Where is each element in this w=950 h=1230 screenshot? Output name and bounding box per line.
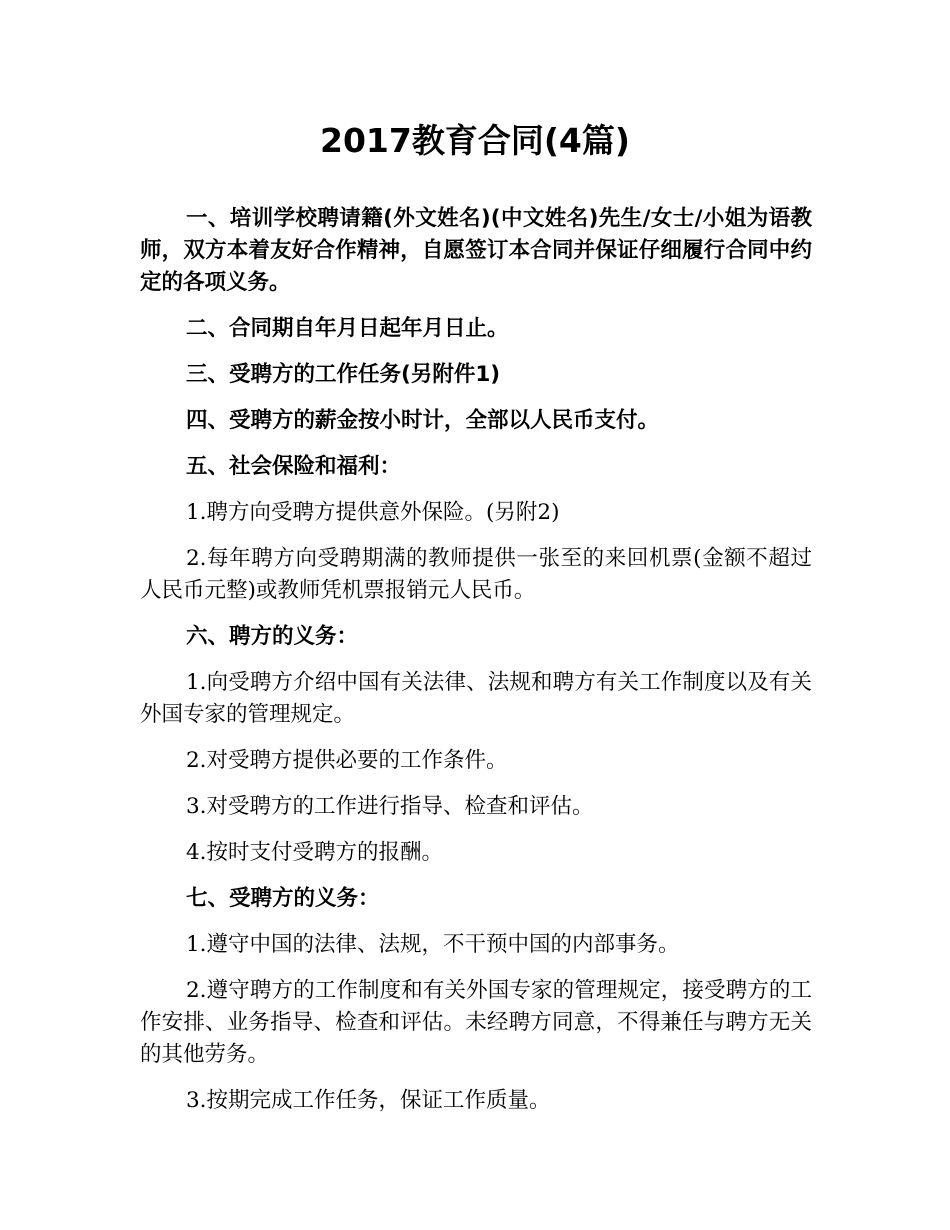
clause-6-item-3: 3.对受聘方的工作进行指导、检查和评估。 (186, 794, 594, 819)
document-title: 2017教育合同(4篇) (320, 121, 630, 160)
clause-7-heading: 七、受聘方的义务： (186, 886, 380, 911)
clause-6-item-4: 4.按时支付受聘方的报酬。 (186, 840, 444, 865)
clause-5-item-2: 2.每年聘方向受聘期满的教师提供一张至的来回机票(金额不超过人民币元整)或教师凭机票报销元人民币。 (140, 546, 812, 603)
clause-1: 一、培训学校聘请籍(外文姓名)(中文姓名)先生/女士/小姐为语教师，双方本着友好合作精神，自愿签订本合同并保证仔细履行合同中约定的各项义务。 (140, 206, 812, 295)
clause-7-item-3: 3.按期完成工作任务，保证工作质量。 (186, 1088, 551, 1113)
document-body (140, 203, 812, 1131)
clause-6-item-1: 1.向受聘方介绍中国有关法律、法规和聘方有关工作制度以及有关外国专家的管理规定。 (140, 670, 812, 727)
clause-7-item-2: 2.遵守聘方的工作制度和有关外国专家的管理规定，接受聘方的工作安排、业务指导、检查和评估。未经聘方同意，不得兼任与聘方无关的其他劳务。 (140, 978, 812, 1067)
clause-2: 二、合同期自年月日起年月日止。 (186, 316, 509, 341)
clause-5-heading: 五、社会保险和福利： (186, 454, 402, 479)
clause-5-item-1: 1.聘方向受聘方提供意外保险。(另附2) (186, 500, 560, 525)
clause-6-item-2: 2.对受聘方提供必要的工作条件。 (186, 748, 508, 773)
clause-7-item-1: 1.遵守中国的法律、法规，不干预中国的内部事务。 (186, 932, 680, 957)
clause-6-heading: 六、聘方的义务： (186, 624, 359, 649)
clause-3: 三、受聘方的工作任务(另附件1) (186, 362, 501, 387)
clause-4: 四、受聘方的薪金按小时计，全部以人民币支付。 (186, 408, 660, 433)
